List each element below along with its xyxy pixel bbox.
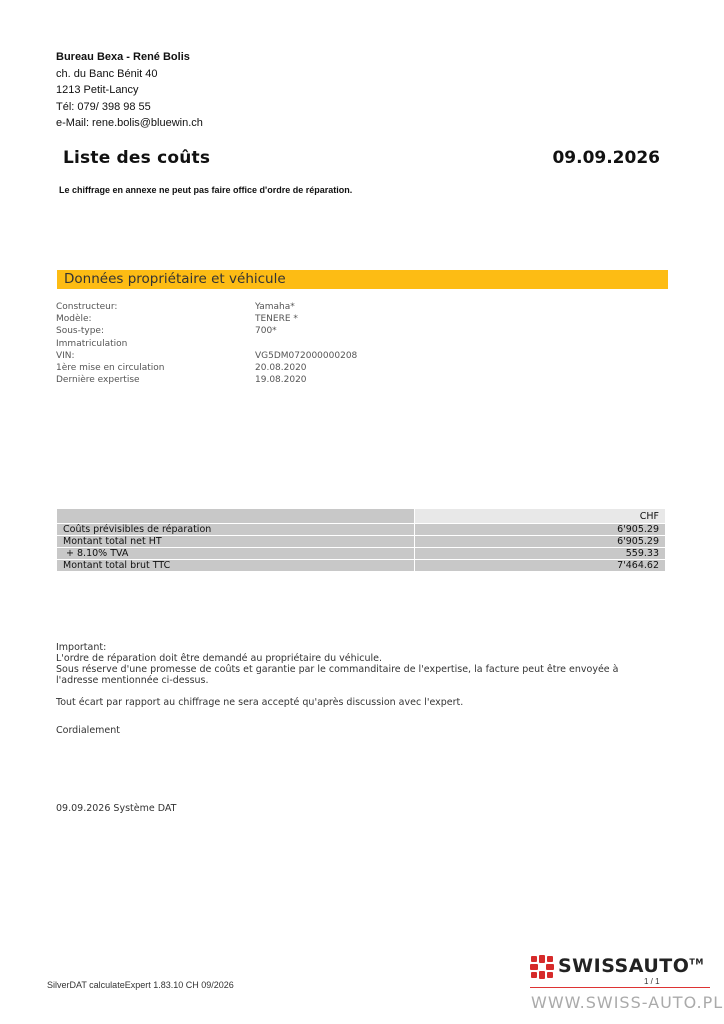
section-title: Données propriétaire et véhicule	[64, 271, 286, 287]
cost-label: + 8.10% TVA	[57, 548, 414, 559]
currency-header: CHF	[415, 509, 665, 523]
vehicle-label: Immatriculation	[56, 338, 128, 349]
note-line: L'ordre de réparation doit être demandé au propriétaire du véhicule.	[56, 653, 383, 664]
vehicle-value: TENERE *	[255, 314, 298, 325]
vehicle-value: VG5DM072000000208	[255, 350, 358, 361]
notes	[56, 642, 619, 736]
software-version: SilverDAT calculateExpert 1.83.10 CH 09/2026	[47, 980, 234, 990]
cost-header-blank	[57, 509, 414, 523]
vehicle-label: VIN:	[56, 350, 75, 361]
office-name: Bureau Bexa - René Bolis	[56, 51, 190, 63]
cost-amount: 6'905.29	[415, 524, 665, 535]
office-phone: Tél: 079/ 398 98 55	[56, 100, 151, 113]
cost-row	[57, 560, 665, 571]
cost-label: Coûts prévisibles de réparation	[57, 524, 414, 535]
vehicle-label: Constructeur:	[56, 302, 118, 312]
cost-amount: 6'905.29	[415, 536, 665, 547]
cost-amount: 559.33	[415, 548, 665, 559]
logo-trademark: TM	[689, 957, 704, 967]
document-date: 09.09.2026	[552, 148, 660, 168]
vehicle-value: 20.08.2020	[255, 362, 307, 373]
cost-label: Montant total brut TTC	[57, 560, 414, 571]
cost-row	[57, 536, 665, 547]
section-header	[57, 270, 668, 289]
vehicle-info	[56, 301, 456, 386]
logo-wordmark: SWISSAUTO	[558, 955, 690, 977]
system-date: 09.09.2026 Système DAT	[56, 803, 177, 814]
cost-table	[56, 508, 666, 572]
vehicle-row	[56, 301, 456, 313]
vehicle-value: Yamaha*	[255, 302, 295, 312]
office-city: 1213 Petit-Lancy	[56, 84, 139, 96]
swissauto-logo-icon	[530, 955, 554, 979]
cost-amount: 7'464.62	[415, 560, 665, 571]
document-title: Liste des coûts	[63, 148, 211, 168]
cost-row	[57, 548, 665, 559]
vehicle-row	[56, 350, 456, 362]
vehicle-row	[56, 362, 456, 374]
note-line: l'adresse mentionnée ci-dessus.	[56, 675, 209, 686]
note-line: Sous réserve d'une promesse de coûts et garantie par le commanditaire de l'expertise, la facture peut être envoyée à	[56, 664, 619, 675]
page-number: 1 / 1	[644, 977, 660, 986]
vehicle-row	[56, 325, 456, 337]
logo-divider	[530, 987, 710, 988]
vehicle-value: 700*	[255, 326, 277, 337]
cost-row	[57, 524, 665, 535]
vehicle-value: 19.08.2020	[255, 375, 307, 386]
note-closing: Cordialement	[56, 725, 121, 736]
vehicle-label: Dernière expertise	[56, 375, 140, 386]
disclaimer: Le chiffrage en annexe ne peut pas faire office d'ordre de réparation.	[59, 185, 353, 195]
office-address	[56, 49, 203, 132]
vehicle-label: 1ère mise en circulation	[56, 362, 165, 373]
cost-label: Montant total net HT	[57, 536, 414, 547]
swissauto-logo-text	[558, 955, 704, 977]
vehicle-row	[56, 338, 456, 350]
logo-url: WWW.SWISS-AUTO.PL	[531, 993, 724, 1012]
vehicle-row	[56, 313, 456, 325]
note-important: Important:	[56, 642, 107, 653]
cost-header-row	[57, 509, 665, 523]
vehicle-row	[56, 374, 456, 386]
office-email: e-Mail: rene.bolis@bluewin.ch	[56, 117, 203, 129]
vehicle-label: Sous-type:	[56, 326, 104, 337]
vehicle-label: Modèle:	[56, 314, 92, 325]
office-street: ch. du Banc Bénit 40	[56, 67, 158, 80]
note-deviation: Tout écart par rapport au chiffrage ne sera accepté qu'après discussion avec l'expert.	[56, 697, 464, 708]
